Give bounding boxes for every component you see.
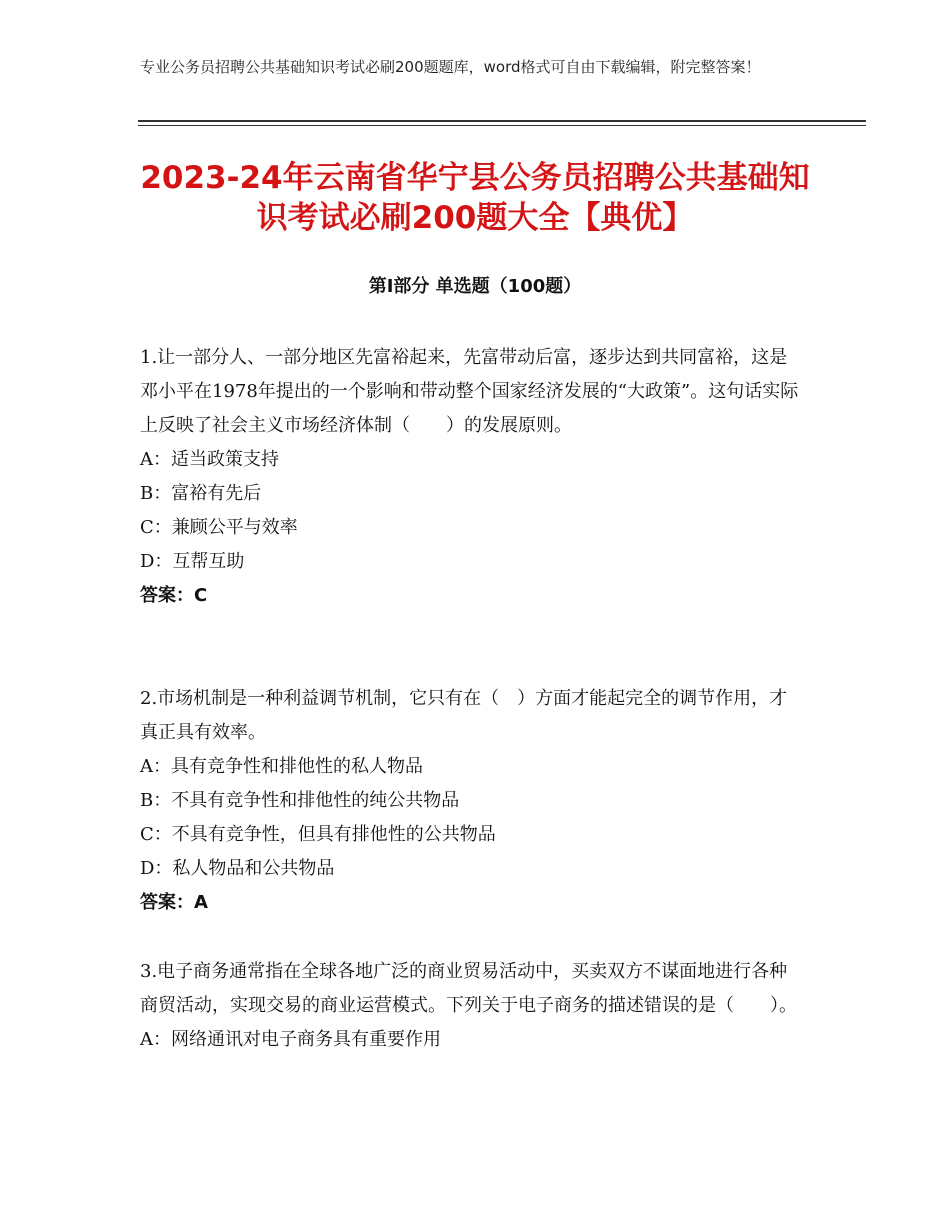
answer: 答案：A — [140, 892, 208, 913]
option-d: D：互帮互助 — [140, 551, 245, 572]
option-c: C：兼顾公平与效率 — [140, 517, 298, 538]
question-2 — [140, 682, 805, 920]
question-3 — [140, 955, 805, 1057]
option-c: C：不具有竞争性，但具有排他性的公共物品 — [140, 824, 496, 845]
option-a: A：具有竞争性和排他性的私人物品 — [140, 756, 423, 777]
header-divider-thick — [138, 120, 866, 122]
option-d: D：私人物品和公共物品 — [140, 858, 335, 879]
option-a: A：适当政策支持 — [140, 449, 279, 470]
header-note: 专业公务员招聘公共基础知识考试必刷200题题库，word格式可自由下载编辑，附完整答案！ — [140, 58, 761, 76]
question-stem: 2.市场机制是一种利益调节机制，它只有在（ ）方面才能起完全的调节作用，才真正具有效率。 — [140, 688, 788, 743]
option-b: B：不具有竞争性和排他性的纯公共物品 — [140, 790, 460, 811]
document-title: 2023-24年云南省华宁县公务员招聘公共基础知识考试必刷200题大全【典优】 — [140, 160, 810, 236]
question-1 — [140, 341, 805, 613]
option-a: A：网络通讯对电子商务具有重要作用 — [140, 1029, 441, 1050]
header-divider-thin — [138, 125, 866, 126]
answer: 答案：C — [140, 585, 208, 606]
option-b: B：富裕有先后 — [140, 483, 262, 504]
question-stem: 1.让一部分人、一部分地区先富裕起来，先富带动后富，逐步达到共同富裕，这是邓小平在1978年提出的一个影响和带动整个国家经济发展的“大政策”。这句话实际上反映了社会主义市场经济体制（ ）的发展原则。 — [140, 347, 799, 436]
question-stem: 3.电子商务通常指在全球各地广泛的商业贸易活动中，买卖双方不谋面地进行各种商贸活动，实现交易的商业运营模式。下列关于电子商务的描述错误的是（ ）。 — [140, 961, 797, 1016]
section-heading: 第Ⅰ部分 单选题（100题） — [368, 276, 582, 297]
